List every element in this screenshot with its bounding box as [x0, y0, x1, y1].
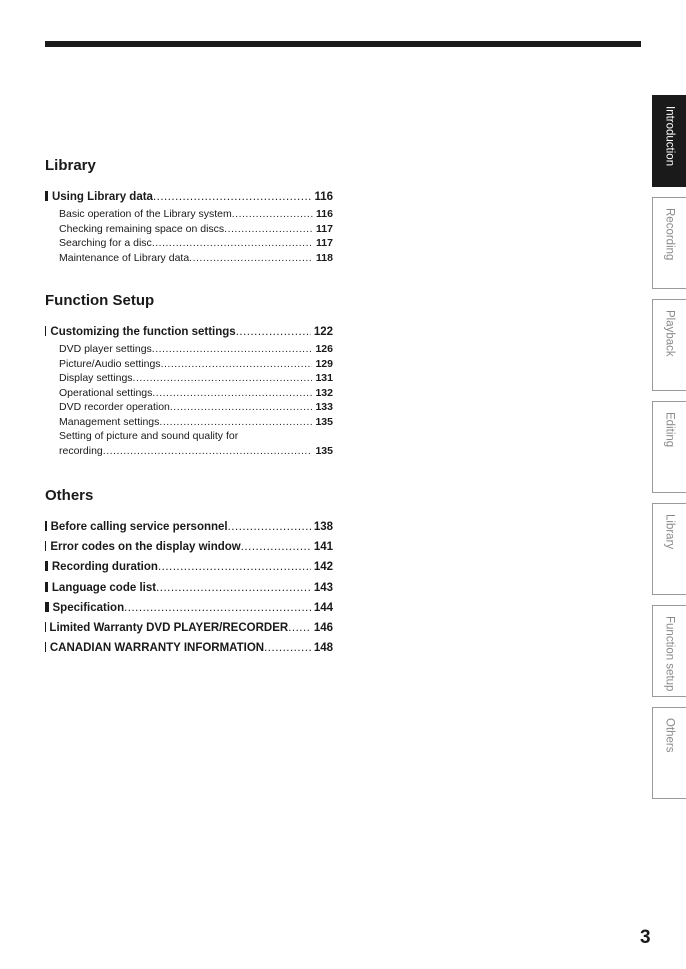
page-ref: 129: [315, 357, 333, 370]
section-others: [45, 487, 333, 658]
toc-sub-entry[interactable]: [45, 386, 333, 401]
square-bullet-icon: [45, 191, 48, 201]
dot-leader: [288, 618, 311, 638]
page-ref: 116: [314, 191, 333, 203]
dot-leader: [156, 578, 311, 598]
toc-sub-entry[interactable]: [45, 357, 333, 372]
dot-leader: [236, 322, 311, 342]
page-ref: 135: [315, 444, 333, 457]
square-bullet-icon: [45, 326, 46, 336]
dot-leader: [228, 517, 311, 537]
dot-leader: [224, 222, 313, 237]
dot-leader: [103, 444, 313, 459]
toc-main-entry[interactable]: [45, 517, 333, 537]
dot-leader: [153, 187, 311, 207]
toc-main-entry[interactable]: [45, 187, 333, 207]
section-title: Function Setup: [45, 292, 155, 309]
dot-leader: [189, 251, 313, 266]
section-title: Others: [45, 487, 94, 504]
page-ref: 126: [315, 343, 333, 355]
toc-sub-entry[interactable]: [45, 371, 333, 386]
square-bullet-icon: [45, 561, 48, 571]
dot-leader: [158, 557, 311, 577]
page-ref: 133: [315, 401, 333, 413]
entry-label: Recording duration: [51, 561, 158, 574]
toc-main-entry[interactable]: [45, 557, 333, 577]
toc-sub-entry-line2[interactable]: [45, 444, 333, 459]
dot-leader: [264, 638, 311, 658]
toc-sub-entry[interactable]: [45, 342, 333, 357]
top-rule: [45, 41, 641, 47]
tab-label: Others: [663, 718, 676, 753]
page-ref: 138: [313, 521, 333, 533]
toc-sub-entry[interactable]: [45, 222, 333, 237]
page-ref: 146: [313, 622, 333, 635]
tab-introduction[interactable]: [652, 95, 686, 187]
toc-sub-entry[interactable]: [45, 415, 333, 430]
page-ref: 122: [313, 326, 333, 338]
page-ref: 117: [316, 237, 333, 249]
entry-label: Specification: [52, 601, 125, 614]
square-bullet-icon: [45, 521, 47, 531]
dot-leader: [159, 415, 312, 430]
section-function-setup: [45, 292, 333, 458]
entry-label: Checking remaining space on discs: [59, 222, 225, 235]
page-number: 3: [640, 927, 651, 948]
entry-label: CANADIAN WARRANTY INFORMATION: [49, 642, 265, 655]
toc-main-entry[interactable]: [45, 638, 333, 658]
toc-main-entry[interactable]: [45, 322, 333, 342]
page-ref: 148: [313, 642, 333, 655]
tab-label: Recording: [663, 208, 676, 261]
entry-label: Operational settings: [59, 386, 153, 399]
page-ref: 142: [313, 561, 333, 574]
toc-sub-entry-line1[interactable]: Setting of picture and sound quality for: [59, 430, 239, 442]
dot-leader: [170, 400, 313, 415]
page-ref: 132: [315, 386, 333, 399]
entry-label: Error codes on the display window: [50, 541, 241, 554]
toc-sub-entry[interactable]: [45, 207, 333, 222]
entry-label: Before calling service personnel: [50, 521, 228, 533]
dot-leader: [152, 342, 313, 357]
entry-label: Searching for a disc: [59, 237, 152, 249]
section-title: Library: [45, 157, 96, 174]
entry-label: Display settings: [59, 372, 133, 384]
toc-main-entry[interactable]: [45, 537, 333, 557]
page-ref: 144: [313, 601, 333, 614]
entry-label: Limited Warranty DVD PLAYER/RECORDER: [49, 622, 289, 635]
tab-label: Playback: [663, 310, 676, 357]
entry-label: Language code list: [51, 581, 157, 594]
tab-label: Editing: [663, 412, 676, 448]
page-ref: 143: [313, 581, 333, 594]
square-bullet-icon: [45, 541, 46, 551]
toc-main-entry[interactable]: [45, 598, 333, 618]
toc-main-entry[interactable]: [45, 618, 333, 638]
toc-main-entry[interactable]: [45, 578, 333, 598]
toc-sub-entry[interactable]: [45, 400, 333, 415]
tab-label: Library: [663, 514, 676, 550]
entry-label: recording: [59, 444, 103, 457]
dot-leader: [124, 598, 311, 618]
dot-leader: [232, 207, 313, 222]
tab-recording[interactable]: [652, 197, 686, 289]
entry-label: Basic operation of the Library system: [59, 208, 232, 220]
dot-leader: [152, 236, 313, 251]
tab-function-setup[interactable]: [652, 605, 686, 697]
dot-leader: [161, 357, 313, 372]
entry-label: DVD recorder operation: [59, 401, 170, 413]
tab-label: Function setup: [663, 616, 676, 692]
dot-leader: [241, 537, 311, 557]
square-bullet-icon: [45, 642, 46, 652]
tab-library[interactable]: [652, 503, 686, 595]
section-library: [45, 157, 333, 265]
toc-sub-entry[interactable]: [45, 251, 333, 266]
entry-label: Using Library data: [51, 191, 153, 203]
toc-sub-entry[interactable]: [45, 236, 333, 251]
dot-leader: [133, 371, 313, 386]
page-ref: 131: [315, 372, 333, 384]
entry-label: Management settings: [59, 415, 160, 428]
entry-label: DVD player settings: [59, 343, 152, 355]
tab-editing[interactable]: [652, 401, 686, 493]
page-ref: 135: [315, 415, 333, 428]
tab-others[interactable]: [652, 707, 686, 799]
dot-leader: [152, 386, 312, 401]
square-bullet-icon: [45, 602, 49, 612]
page-ref: 118: [316, 251, 333, 264]
square-bullet-icon: [45, 582, 48, 592]
tab-label: Introduction: [663, 106, 676, 167]
page-ref: 117: [316, 222, 333, 235]
page-ref: 141: [313, 541, 333, 554]
entry-label: Picture/Audio settings: [59, 357, 161, 370]
entry-label: Maintenance of Library data: [59, 251, 190, 264]
entry-label: Customizing the function settings: [50, 326, 236, 338]
page-ref: 116: [316, 208, 333, 220]
tab-playback[interactable]: [652, 299, 686, 391]
